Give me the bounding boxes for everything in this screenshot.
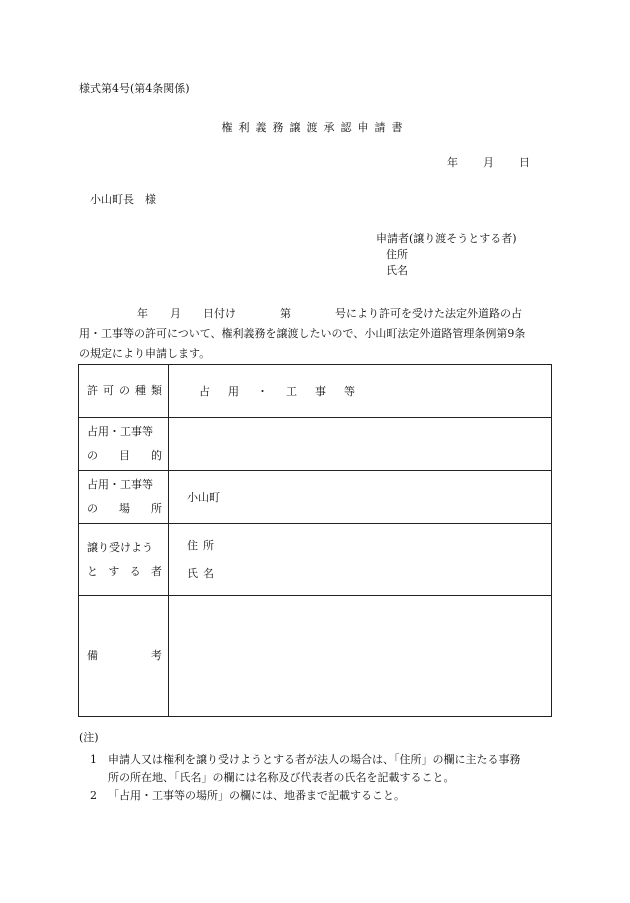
table-row-place [79, 471, 552, 524]
purpose-value[interactable] [169, 418, 552, 471]
applicant-heading: 申請者(譲り渡そうとする者) [376, 232, 517, 245]
application-table [78, 364, 552, 717]
transferee-value[interactable] [169, 524, 552, 596]
addressee: 小山町長 様 [90, 193, 156, 206]
place-value[interactable]: 小山町 [169, 471, 552, 524]
remarks-value[interactable] [169, 596, 552, 717]
table-row-transferee [79, 524, 552, 596]
remarks-label: 備 考 [79, 596, 169, 717]
table-row-purpose [79, 418, 552, 471]
transferee-address-field[interactable]: 住 所 [187, 538, 214, 552]
purpose-label: 占用・工事等 の 目 的 [79, 418, 169, 471]
transferee-label: 譲り受けよう と す る 者 [79, 524, 169, 596]
form-number: 様式第4号(第4条関係) [79, 82, 190, 95]
applicant-address-label: 住所 [386, 248, 408, 261]
statement-line-3: の規定により申請します。 [79, 347, 211, 360]
notes-list [90, 751, 560, 805]
applicant-name-label: 氏名 [386, 264, 408, 277]
date-day: 日 [519, 156, 530, 169]
transferee-name-field[interactable]: 氏 名 [187, 566, 214, 580]
note-item-1-continued: 所の所在地、「氏名」の欄には名称及び代表者の氏名を記載すること。 [108, 771, 455, 784]
note-item-1: 1 申請人又は権利を譲り受けようとする者が法人の場合は、「住所」の欄に主たる事務 [90, 753, 521, 766]
date-line [447, 157, 530, 168]
permit-kind-label: 許 可 の 種 類 [79, 365, 169, 418]
table-row-remarks [79, 596, 552, 717]
note-item-2: 2 「占用・工事等の場所」の欄には、地番まで記載すること。 [90, 789, 405, 802]
date-year: 年 [447, 156, 458, 169]
permit-kind-value[interactable]: 占 用 ・ 工 事 等 [169, 365, 552, 418]
statement-line-1: 年 月 日付け 第 号により許可を受けた法定外道路の占 [137, 307, 522, 320]
table-row-permit-kind [79, 365, 552, 418]
notes-heading: (注) [79, 731, 99, 744]
applicant-block [376, 231, 517, 279]
application-statement [79, 304, 554, 364]
place-label: 占用・工事等 の 場 所 [79, 471, 169, 524]
document-title: 権利義務譲渡承認申請書 [221, 121, 409, 134]
date-month: 月 [483, 156, 494, 169]
statement-line-2: 用・工事等の許可について、権利義務を譲渡したいので、小山町法定外道路管理条例第9条 [79, 327, 526, 340]
